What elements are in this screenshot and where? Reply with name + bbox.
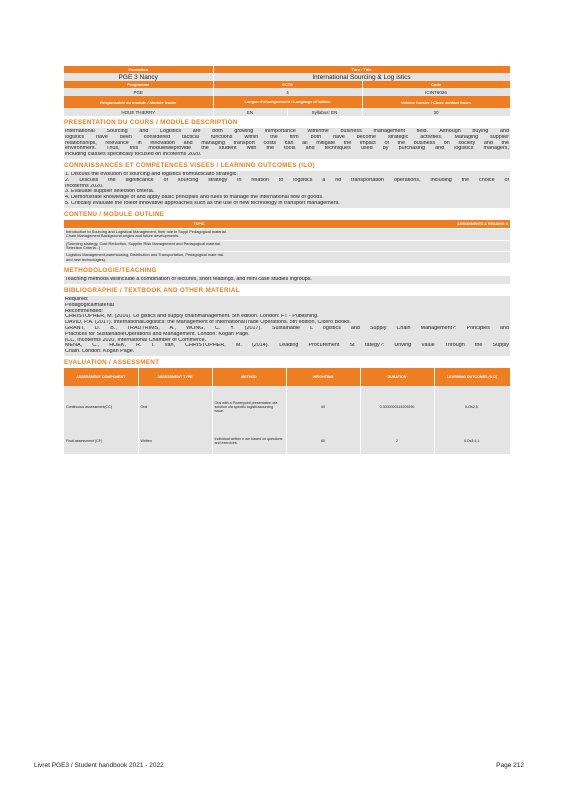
eval-header-weighting: WEIGHTING bbox=[286, 368, 360, 386]
eval-cell: ILOs3,4,1. bbox=[434, 428, 510, 454]
bibliography-line: CHRISTOPHER, M. (2016). Lo gistics and supply chainmanagement. 5th edition. London: FT - Publishing. bbox=[65, 314, 319, 320]
outline-table bbox=[64, 220, 510, 264]
presentation-line: including classes specifically focused on Incoterms 2020. bbox=[65, 152, 202, 158]
page-number: Page 212 bbox=[496, 762, 524, 769]
formation-value: PGE 3 Nancy bbox=[64, 73, 213, 81]
eval-cell: Final assessment (CF) bbox=[64, 428, 138, 454]
outline-title: CONTENU / MODULE OUTLINE bbox=[64, 210, 165, 218]
bibliography-title: BIBLIOGRAPHIE / TEXTBOOK AND OTHER MATERIAL bbox=[64, 287, 240, 294]
eval-header-ilo: LEARNING OUTCOMES (ILO) bbox=[434, 368, 510, 386]
outline-cell: Introduction to Sourcing and Logistical Management, their role in Suppl Pedagogical material. bbox=[66, 228, 227, 234]
outline-header-assignments: ASSIGNMENTS & READING S bbox=[334, 220, 510, 229]
programme-label: Programme bbox=[64, 81, 213, 88]
table-row bbox=[64, 228, 510, 240]
presentation-line: environment. Thus, this modulewillprovide the student with the tools and techniques used by purchasing and logistics managers, bbox=[65, 146, 509, 152]
evaluation-table bbox=[64, 368, 511, 454]
outcome-line: 3. Evaluate supplier selection criteria. bbox=[65, 189, 155, 195]
outcome-line: 5. Critically evaluate the roleof innovative approaches such as the use of new technology in transport management. bbox=[65, 200, 340, 206]
outline-cell: Logistics Management,warehousing, Distribution and Transportation, Pedagogical mate rial. bbox=[66, 252, 224, 258]
language-label: Langue d'enseignement / Language of tuition bbox=[213, 96, 362, 108]
code-value: ICINT6026 bbox=[362, 88, 510, 96]
eval-header-method: METHOD bbox=[212, 368, 286, 386]
eval-header-component: ASSESSMENT COMPONENT bbox=[64, 368, 138, 386]
programme-value: PGE bbox=[64, 88, 213, 96]
outline-cell: Chain Management Background,origins and future developments. bbox=[66, 233, 180, 239]
course-sheet bbox=[64, 66, 510, 454]
outline-header-topic: TOPIC bbox=[64, 220, 334, 229]
bibliography-line: ICC, Incoterms 2020, International Chamber of Commerce. bbox=[65, 337, 207, 343]
ects-value: 4 bbox=[213, 88, 362, 96]
presentation-title: PRESENTATION DU COURS / MODULE DESCRIPTION bbox=[64, 119, 238, 126]
eval-header-duration: DURATION bbox=[360, 368, 434, 386]
competences-title: CONNAISSANCES ET COMPETENCES VISEES / LEARNING OUTCOMES (ILO) bbox=[64, 161, 315, 169]
outline-cell: Selection Criteria...) bbox=[66, 244, 101, 250]
syllabus-value: Syllabus: EN bbox=[287, 108, 362, 116]
eval-cell: 60 bbox=[286, 428, 360, 454]
bibliography-body bbox=[64, 296, 510, 356]
table-row bbox=[64, 240, 510, 252]
hours-label: Volume horaire / Class contact hours bbox=[362, 96, 510, 108]
methodology-title: METHODOLOGIE/TEACHING bbox=[64, 267, 157, 275]
eval-cell: ILOs2,5. bbox=[434, 386, 510, 428]
presentation-line: relationships, relevance in innovation and managing transport costs can all mitigate the impact of the business on society and the bbox=[65, 140, 509, 146]
eval-cell: Continuous assessment(CC) bbox=[64, 386, 138, 428]
table-row bbox=[64, 386, 510, 428]
outline-cell: and new technologies). bbox=[66, 256, 107, 262]
methodology-body bbox=[64, 276, 510, 284]
table-row bbox=[64, 428, 510, 454]
module-leader-label: Responsable du module / Module leader bbox=[64, 96, 213, 108]
eval-cell: Individual written e am based on questions and exercices. bbox=[212, 428, 286, 454]
eval-cell: 40 bbox=[286, 386, 360, 428]
outline-cell: (Sourcing strategy, Cost Reduction, Supplier Risk Management and Pedagogical material. bbox=[66, 240, 221, 246]
page-footer bbox=[34, 762, 524, 769]
course-info-table bbox=[64, 66, 511, 96]
eval-cell: 0.3000000119209290 bbox=[360, 386, 434, 428]
presentation-line: logistics have been considered tactical functions within the firm both have become strategic activities. Managing supplier bbox=[65, 134, 509, 140]
bibliography-line: MENA, C., HOEK, R. I. van, CHRISTOPHER, M. (2014). Leading Procurement St rategy?: Driving Value Through the Supply bbox=[65, 343, 509, 349]
hours-value: 30 bbox=[362, 108, 510, 116]
eval-header-type: ASSESSMENT TYPE bbox=[138, 368, 212, 386]
title-label: Titre / Title bbox=[213, 66, 510, 73]
bibliography-line: Pedagogicalmaterial bbox=[65, 302, 114, 308]
evaluation-title: EVALUATION / ASSESSMENT bbox=[64, 358, 160, 366]
footer-handbook: Livret PGE3 / Student handbook 2021 - 2022 bbox=[34, 762, 164, 769]
ects-label: ECTS bbox=[213, 81, 362, 88]
bibliography-line: Practices for SustainableOperations and Management. London: Kogan Page. bbox=[65, 331, 250, 337]
outcome-line: 1. Discuss the evolution of sourcing and logistics fromtacticalto strategic. bbox=[65, 171, 238, 177]
outcome-line: 4. Demonstrate knowledge of and apply basic principles and rules to manage the international flow of goods. bbox=[65, 195, 324, 201]
presentation-line: International Sourcing and Logistics are both growing inimportance withinthe business management field. Although buying and bbox=[65, 129, 509, 134]
code-label: Code bbox=[362, 81, 510, 88]
eval-cell: Oral with a Powerpoint presentation ofa solution ofa specific logisticssourcing issue. bbox=[212, 386, 286, 428]
language-value: EN bbox=[213, 108, 287, 116]
bibliography-line: Chain. London: Kogan Page. bbox=[65, 349, 135, 355]
outcome-line: 2. Discuss the significance of sourcing strategy in relation to logistics a nd transportation operations, including the choice of bbox=[65, 177, 509, 183]
outcome-line: Incoterms 2020. bbox=[65, 183, 104, 189]
bibliography-line: GRANT, D. B., TRAUTRIMS, A., WONG, C. Y. (2017). Sustainable L ogistics and Supply Chain Management?: Principles and bbox=[65, 325, 509, 331]
competences-body bbox=[64, 171, 510, 208]
presentation-body bbox=[64, 128, 510, 159]
formation-label: Formation bbox=[64, 66, 213, 73]
table-row bbox=[64, 252, 510, 264]
eval-cell: Written bbox=[138, 428, 212, 454]
bibliography-line: Recommended: bbox=[65, 308, 104, 314]
eval-cell: Oral bbox=[138, 386, 212, 428]
eval-cell: 2 bbox=[360, 428, 434, 454]
methodology-line: Teaching methods willinclude a combination of lectures, short readings, and mini case studies ingroups. bbox=[65, 277, 312, 283]
bibliography-line: Required: bbox=[65, 297, 89, 302]
title-value: International Sourcing & Log istics bbox=[213, 73, 510, 81]
course-info-table-2 bbox=[64, 96, 511, 116]
bibliography-line: DAVID, P.A. (2017). InternationalLogistics: the Management of InternationalTrade Operations. 5th edition, Cicero Books. bbox=[65, 320, 352, 326]
module-leader-value: HOUE THIERRY bbox=[64, 108, 213, 116]
